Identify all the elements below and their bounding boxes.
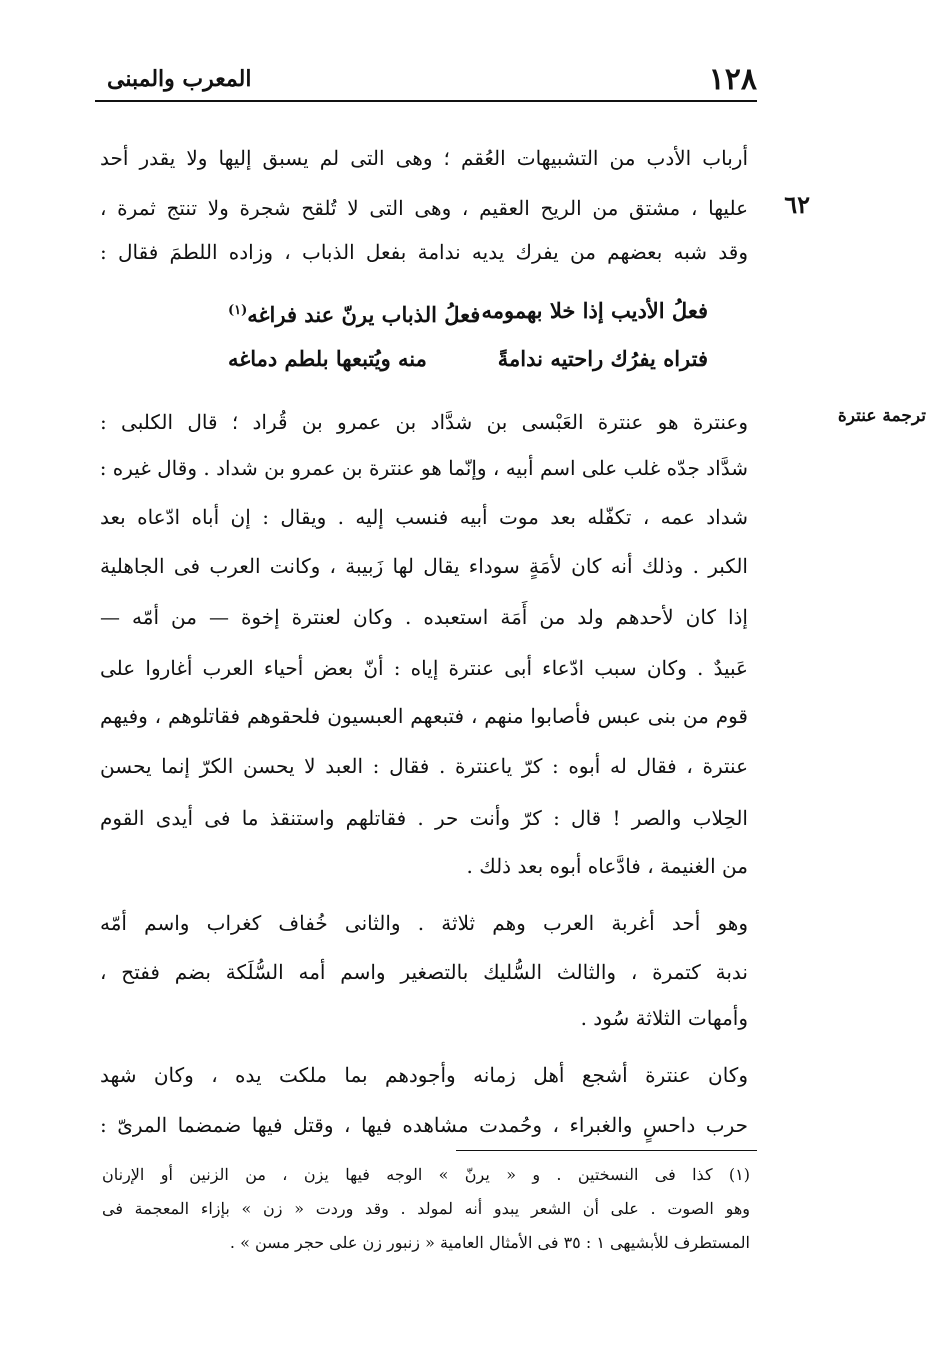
text-line: وكان عنترة أشجع أهل زمانه وأجودهم بما ملكت يده ، وكان شهد: [100, 1063, 748, 1087]
text-line: أرباب الأدب من التشبيهات العُقم ؛ وهى التى لم يسبق إليها ولا يقدر أحد: [100, 146, 748, 170]
footnote-line: (١) كذا فى النسختين . و « يرنّ » الوجه فيها يزن ، من الزنين أو الإرنان: [102, 1165, 750, 1184]
text-line: عنترة ، فقال له أبوه : كرّ ياعنترة . فقال : العبد لا يحسن الكرّ إنما يحسن: [100, 754, 748, 778]
text-line: شدَّاد جدّه غلب على اسم أبيه ، وإنّما هو عنترة بن عمرو بن شداد . وقال غيره :: [100, 456, 748, 480]
verse-hemistich-1: فعلُ الأديب إذا خلا بهمومه: [481, 298, 708, 323]
text-line: حرب داحسٍ والغبراء ، وحُمدت مشاهده فيها ، وقتل فيها ضمضما المرىّ :: [100, 1113, 748, 1137]
running-title: المعرب والمبنى: [107, 66, 252, 92]
verse-hemistich-2: [228, 290, 480, 336]
text-line: قوم من بنى عبس فأصابوا منهم ، فتبعهم العبسيون فلحقوهم فقاتلوهم ، وفيهم: [100, 704, 748, 728]
text-line: عَبيدٌ . وكان سبب ادّعاء أبى عنترة إياه : أنّ بعض أحياء العرب أغاروا على: [100, 656, 748, 680]
text-line: عليها ، مشتق من الريح العقيم ، وهى التى لا تُلقح شجرة ولا تنتج ثمرة ،: [100, 196, 748, 220]
verse-hemistich-2: منه ويُتبعها بلطم دماغه: [228, 346, 427, 371]
header-rule: [95, 100, 757, 102]
page-number: ١٢٨: [708, 62, 757, 97]
page-header: [95, 62, 757, 102]
text-line: وقد شبه بعضهم من يفرك يديه ندامة بفعل الذباب ، وزاده اللطمَ فقال :: [100, 240, 748, 264]
footnote-rule: [456, 1150, 757, 1151]
text-line: إذا كان لأحدهم ولد من أَمَة استعبده . وكان لعنترة إخوة — من أمّه —: [100, 605, 748, 629]
margin-number: ٦٢: [784, 190, 810, 219]
margin-label: ترجمة عنترة: [837, 406, 926, 426]
text-line: وهو أحد أغربة العرب وهم ثلاثة . والثانى خُفاف كغراب واسم أمّه: [100, 911, 748, 935]
text-line: وعنترة هو عنترة العَبْسى بن شدَّاد بن عمرو بن قُراد ؛ قال الكلبى :: [100, 410, 748, 434]
footnote-line: المستطرف للأبشيهى ١ : ٣٥ فى الأمثال العامية « زنبور زن على حجر مسن » .: [229, 1233, 750, 1252]
footnote-marker: (١): [228, 303, 248, 318]
verse-hemistich-1: فتراه يفرُك راحتيه ندامةً: [497, 346, 708, 371]
verse-line: [208, 290, 708, 332]
text-line: وأمهات الثلاثة سُود .: [580, 1006, 748, 1030]
verse-hemistich-2-text: فعلُ الذباب يرنّ عند فراغه: [247, 302, 481, 327]
text-line: ندبة كتمرة ، والثالث السُّليك بالتصغير واسم أمه السُّلَكة بضم ففتح ،: [100, 960, 748, 984]
text-line: الحِلاب والصر ! قال : كرّ وأنت حر . فقاتلهم واستنقذ ما فى أيدى القوم: [100, 806, 748, 830]
text-line: الكبر . وذلك أنه كان لأمَةٍ سوداء يقال لها زَبيبة ، وكانت العرب فى الجاهلية: [100, 554, 748, 578]
text-line: من الغنيمة ، فادَّعاه أبوه بعد ذلك .: [466, 854, 748, 878]
footnote-line: وهو الصوت . على أن الشعر يبدو أنه لمولد . وقد وردت « زن » بإزاء المعجمة فى: [102, 1199, 750, 1218]
text-line: شداد عمه ، تكفّله بعد موت أبيه فنسب إليه . ويقال : إن أباه ادّعاه بعد: [100, 505, 748, 529]
verse-line: [208, 338, 708, 380]
